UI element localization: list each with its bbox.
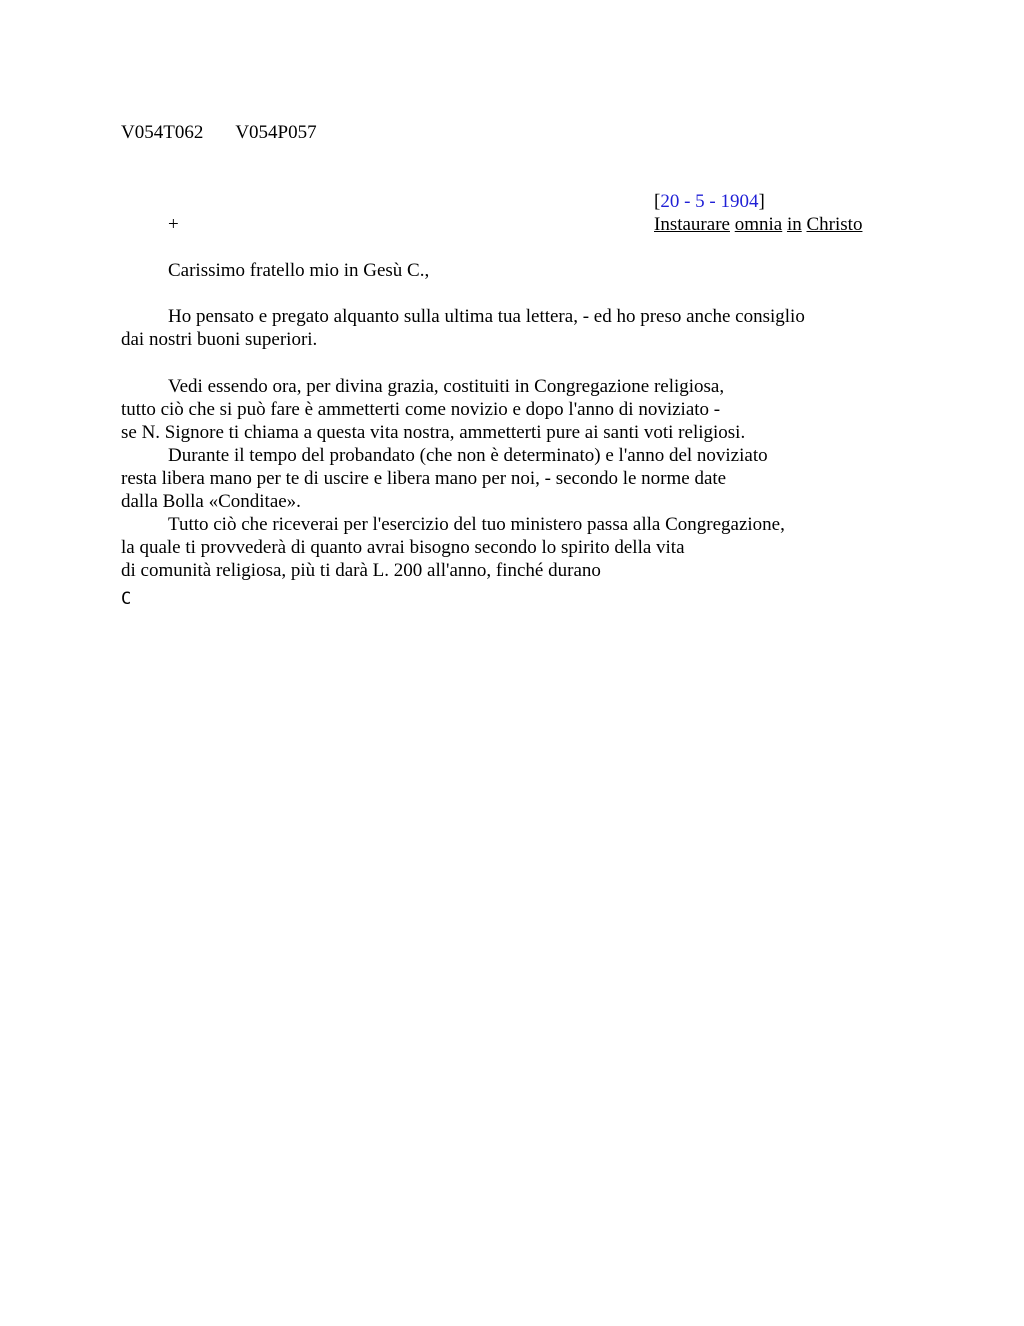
text-line: dai nostri buoni superiori. bbox=[121, 329, 318, 350]
motto-word: Christo bbox=[806, 214, 863, 235]
text-line: di comunità religiosa, più ti darà L. 200 all'anno, finché durano bbox=[121, 560, 601, 581]
text-line: Tutto ciò che riceverai per l'esercizio del tuo ministero passa alla Congregazione, bbox=[168, 514, 785, 535]
document-codes bbox=[121, 122, 317, 144]
text-line: se N. Signore ti chiama a questa vita nostra, ammetterti pure ai santi voti religiosi. bbox=[121, 422, 746, 443]
motto bbox=[654, 214, 862, 236]
text-line: la quale ti provvederà di quanto avrai bisogno secondo lo spirito della vita bbox=[121, 537, 685, 558]
cross-symbol: + bbox=[168, 214, 179, 235]
paragraph-1 bbox=[121, 305, 881, 351]
text-line: Durante il tempo del probandato (che non è determinato) e l'anno del noviziato bbox=[168, 445, 768, 466]
salutation: Carissimo fratello mio in Gesù C., bbox=[168, 260, 430, 281]
date-open-bracket: [ bbox=[654, 191, 661, 212]
motto-word: omnia bbox=[734, 214, 783, 235]
paragraph-2 bbox=[121, 375, 881, 582]
continuation-marker: C bbox=[121, 589, 132, 609]
text-code: V054T062 bbox=[121, 122, 204, 143]
date-close-bracket: ] bbox=[758, 191, 765, 212]
page-code: V054P057 bbox=[235, 122, 317, 143]
date-value: 20 - 5 - 1904 bbox=[660, 191, 759, 212]
motto-word: Instaurare bbox=[654, 214, 730, 235]
text-line: Vedi essendo ora, per divina grazia, costituiti in Congregazione religiosa, bbox=[168, 376, 725, 397]
text-line: resta libera mano per te di uscire e libera mano per noi, - secondo le norme date bbox=[121, 468, 727, 489]
motto-word: in bbox=[786, 214, 802, 235]
text-line: Ho pensato e pregato alquanto sulla ultima tua lettera, - ed ho preso anche consiglio bbox=[168, 306, 805, 327]
text-line: tutto ciò che si può fare è ammetterti come novizio e dopo l'anno di noviziato - bbox=[121, 399, 721, 420]
text-line: dalla Bolla «Conditae». bbox=[121, 491, 301, 512]
letter-date bbox=[654, 191, 765, 213]
